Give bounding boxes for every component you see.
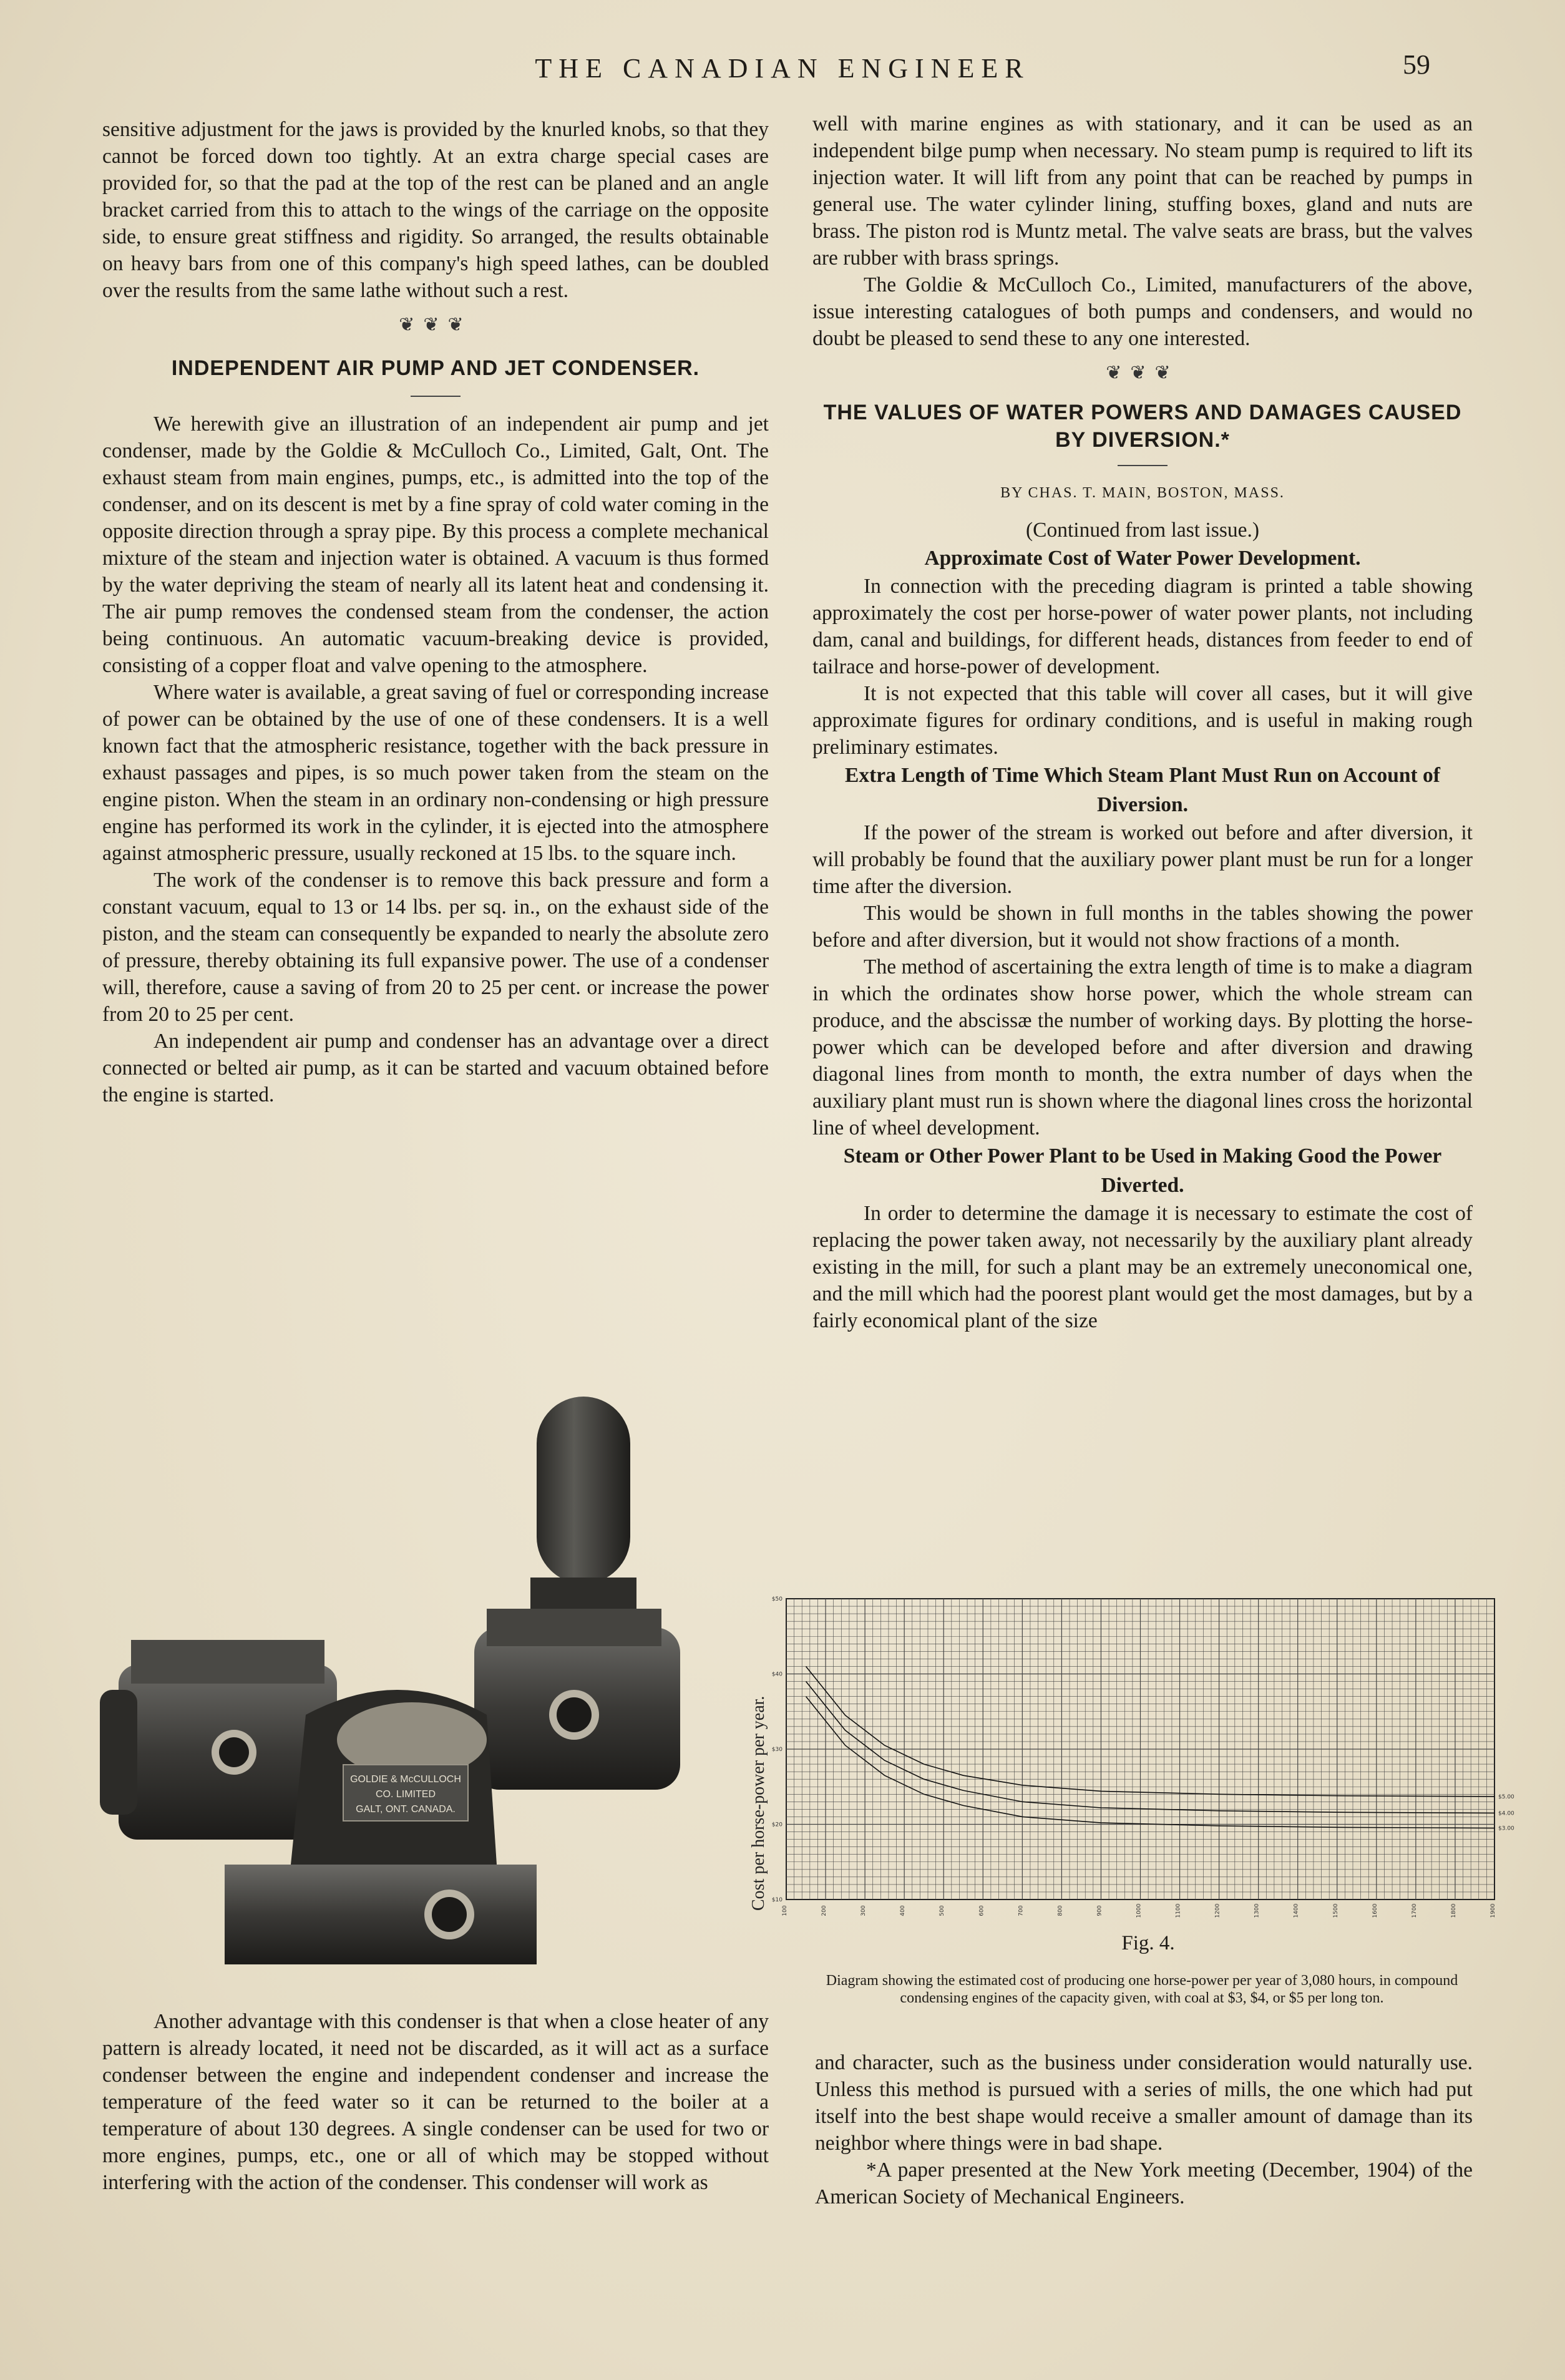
- y-tick-label: $50: [771, 1596, 782, 1602]
- left-column-top: [102, 116, 769, 1108]
- x-tick-label: 400: [900, 1905, 907, 1916]
- condenser-paragraph-5: Another advantage with this condenser is that when a close heater of any pattern is already located, it need not be discarded, as it will act as a surface condenser between the engine and independent condenser and increase the temperature of the feed water so it can be returned to the boiler at a temperature of about 130 degrees. A single condenser can be used for two or more engines, pumps, etc., one or all of which may be stopped without interfering with the action of the condenser. This condenser will work as: [102, 2010, 769, 2194]
- page-header: [0, 49, 1565, 90]
- x-tick-label: 500: [939, 1905, 946, 1916]
- air-pump-condenser-illustration: [100, 1390, 699, 1989]
- y-tick-label: $10: [771, 1897, 782, 1903]
- section-ornament-right: ❦❦❦: [1106, 363, 1179, 383]
- chart-series: [806, 1666, 1494, 1828]
- water-paragraph-2: It is not expected that this table will cover all cases, but it will give approximate figures for ordinary conditions, and is useful in making rough preliminary estimates.: [812, 682, 1473, 759]
- water-paragraph-6: In order to determine the damage it is necessary to estimate the cost of replacing the power taken away, not necessarily by the auxiliary plant already existing in the mill, for such a plant may be an extremely uneconomical one, and the mill which had the poorest plant would get the most damages, but by a fairly economical plant of the size: [812, 1202, 1473, 1332]
- left-paragraph-continued: sensitive adjustment for the jaws is provided by the knurled knobs, so that they cannot be forced down too tightly. At an extra charge special cases are provided for, so that the pad at the top of the rest can be planed and an angle bracket carried from this to attach to the wings of the carriage on the opposite side, to ensure great stiffness and rigidity. So arranged, the results obtainable on heavy bars from one of this company's high speed lathes, can be doubled over the results from the same lathe without such a rest.: [102, 118, 769, 302]
- series-line: [806, 1682, 1494, 1813]
- water-paragraph-1: In connection with the preceding diagram is printed a table showing approximately the cost per horse-power of water power plants, not including dam, canal and buildings, for different heads, distances from feeder to end of tailrace and horse-power of development.: [812, 575, 1473, 678]
- footnote: *A paper presented at the New York meeting (December, 1904) of the American Society of Mechanical Engineers.: [815, 2158, 1473, 2208]
- x-tick-label: 700: [1018, 1905, 1025, 1916]
- x-tick-label: 1900: [1490, 1903, 1496, 1918]
- heading-rule: [411, 396, 461, 397]
- x-tick-label: 1200: [1214, 1903, 1221, 1918]
- x-tick-label: 600: [978, 1905, 985, 1916]
- x-tick-label: 800: [1057, 1905, 1064, 1916]
- x-tick-label: 1400: [1293, 1903, 1300, 1918]
- condenser-paragraph-2: Where water is available, a great saving of fuel or corresponding increase of power can be obtained by the use of one of these condensers. It is a well known fact that the atmospheric resistance, together with the back pressure in exhaust passages and pipes, is so much power taken from the steam on the engine piston. When the steam in an ordinary non-condensing or high pressure engine has performed its work in the cylinder, it is ejected into the atmosphere against atmospheric pressure, usually reckoned at 15 lbs. to the square inch.: [102, 681, 769, 865]
- x-tick-label: 300: [861, 1905, 867, 1916]
- condenser-paragraph-3: The work of the condenser is to remove this back pressure and form a constant vacuum, equal to 13 or 14 lbs. per sq. in., on the exhaust side of the piston, and the steam can consequently be expanded to nearly the absolute zero of pressure, thereby obtaining its full expansive power. The use of a condenser will, therefore, cause a saving of from 20 to 25 per cent. or increase the power from 20 to 25 per cent.: [102, 869, 769, 1026]
- series-label: $5.00: [1498, 1793, 1514, 1800]
- right-paragraph-continued: well with marine engines as with stationary, and it can be used as an independent bilge pump when necessary. No steam pump is required to lift its injection water. It will lift from any point that can be reached by pumps in general use. The water cylinder lining, stuffing boxes, gland and nuts are brass. The piston rod is Muntz metal. The valve seats are brass, but the valves are rubber with brass springs.: [812, 112, 1473, 270]
- series-label: $4.00: [1498, 1810, 1514, 1817]
- article-heading-condenser: INDEPENDENT AIR PUMP AND JET CONDENSER.: [171, 356, 700, 380]
- right-paragraph-goldie: The Goldie & McCulloch Co., Limited, manufacturers of the above, issue interesting catalogues of both pumps and condensers, and would no doubt be pleased to send these to any one interested.: [812, 273, 1473, 350]
- subheading-steam-plant: Steam or Other Power Plant to be Used in Making Good the Power Diverted.: [843, 1144, 1442, 1197]
- subheading-approximate-cost: Approximate Cost of Water Power Development.: [924, 547, 1361, 570]
- x-tick-label: 200: [821, 1905, 828, 1916]
- right-column-bottom: [815, 2049, 1473, 2210]
- subheading-extra-length: Extra Length of Time Which Steam Plant Must Run on Account of Diversion.: [845, 764, 1440, 816]
- x-tick-label: 1500: [1332, 1903, 1339, 1918]
- nameplate-line-2: CO. LIMITED: [375, 1789, 436, 1800]
- series-line: [806, 1666, 1494, 1796]
- nameplate-line-1: GOLDIE & McCULLOCH: [350, 1774, 461, 1785]
- x-tick-label: 100: [782, 1905, 788, 1916]
- article-heading-water-powers: THE VALUES OF WATER POWERS AND DAMAGES CAUSED BY DIVERSION.*: [823, 401, 1462, 452]
- cost-per-horsepower-chart: [743, 1592, 1523, 1942]
- water-paragraph-5: The method of ascertaining the extra length of time is to make a diagram in which the ordinates show horse power, which the whole stream can produce, and the abscissæ the number of working days. By plotting the horse-power which can be developed before and after diversion and drawing diagonal lines from month to month, the extra number of days when the auxiliary plant must run is shown where the diagonal lines cross the horizontal line of wheel development.: [812, 955, 1473, 1139]
- chart-series-labels: [1498, 1794, 1514, 1832]
- x-tick-label: 1800: [1450, 1903, 1457, 1918]
- x-tick-label: 1600: [1372, 1903, 1378, 1918]
- x-tick-label: 1300: [1254, 1903, 1260, 1918]
- section-ornament: ❦❦❦: [399, 315, 472, 335]
- water-paragraph-3: If the power of the stream is worked out before and after diversion, it will probably be found that the auxiliary power plant must be run for a longer time after the diversion.: [812, 821, 1473, 898]
- x-tick-label: 1000: [1136, 1903, 1143, 1918]
- water-paragraph-4: This would be shown in full months in the tables showing the power before and after diversion, but it would not show fractions of a month.: [812, 902, 1473, 952]
- journal-title: THE CANADIAN ENGINEER: [535, 53, 1030, 84]
- heading-rule-right: [1118, 465, 1168, 466]
- y-tick-label: $40: [771, 1671, 782, 1678]
- figure-label: Fig. 4.: [1121, 1932, 1175, 1954]
- continued-note: (Continued from last issue.): [1025, 519, 1260, 542]
- series-line: [806, 1697, 1494, 1828]
- page-number: 59: [1403, 49, 1430, 80]
- water-paragraph-7: and character, such as the business under consideration would naturally use. Unless this method is pursued with a series of mills, the one which had put itself into the best shape would receive a smaller amount of damage than its neighbor where things were in bad shape.: [815, 2051, 1473, 2155]
- y-tick-label: $30: [771, 1747, 782, 1753]
- series-label: $3.00: [1498, 1825, 1514, 1832]
- y-tick-label: $20: [771, 1822, 782, 1828]
- right-column-top: [812, 110, 1473, 1334]
- x-tick-label: 900: [1096, 1905, 1103, 1916]
- condenser-paragraph-1: We herewith give an illustration of an independent air pump and jet condenser, made by the Goldie & McCulloch Co., Limited, Galt, Ont. The exhaust steam from main engines, pumps, etc., is admitted into the top of the condenser, and on its descent is met by a fine spray of cold water coming in the opposite direction through a spray pipe. By this process a complete mechanical mixture of the steam and injection water is obtained. A vacuum is thus formed by the water depriving the steam of nearly all its latent heat and condensing it. The air pump removes the condensed steam from the condenser, the action being continuous. An automatic vacuum-breaking device is provided, consisting of a copper float and valve opening to the atmosphere.: [102, 412, 769, 677]
- chart-y-axis-label: Cost per horse-power per year.: [749, 1695, 768, 1911]
- left-column-bottom: [102, 2008, 769, 2196]
- condenser-paragraph-4: An independent air pump and condenser has an advantage over a direct connected or belted air pump, as it can be started and vacuum obtained before the engine is started.: [102, 1030, 769, 1106]
- figure-caption: Diagram showing the estimated cost of producing one horse-power per year of 3,080 hours, in compound condensing engines of the capacity given, with coal at $3, $4, or $5 per long ton.: [826, 1973, 1458, 2006]
- article-byline: BY CHAS. T. MAIN, BOSTON, MASS.: [1000, 485, 1285, 501]
- x-tick-label: 1100: [1175, 1903, 1182, 1918]
- x-tick-label: 1700: [1411, 1903, 1418, 1918]
- nameplate-line-3: GALT, ONT. CANADA.: [356, 1804, 456, 1815]
